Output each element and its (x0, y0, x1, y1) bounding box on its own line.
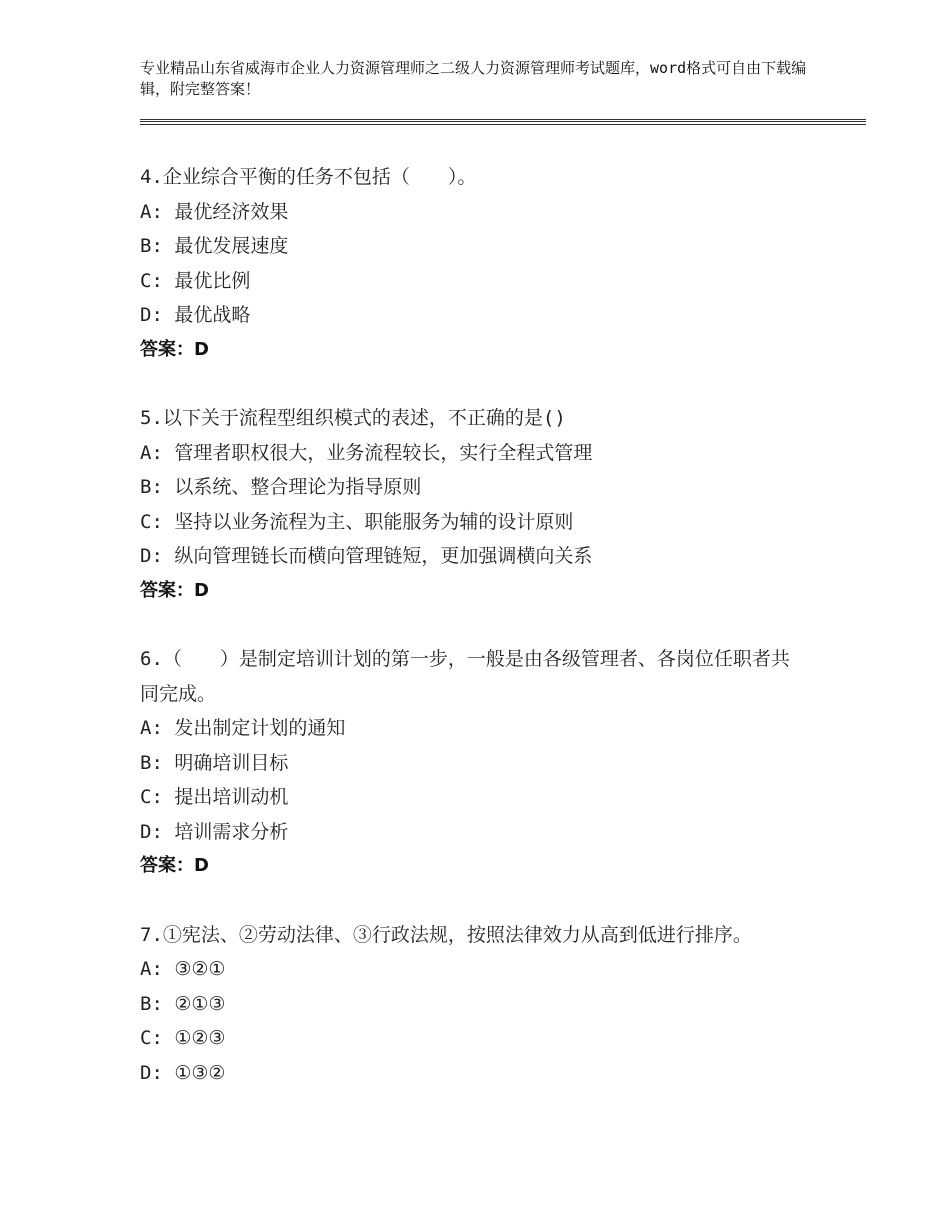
option-d: D: 最优战略 (140, 304, 251, 326)
question-7 (140, 918, 820, 1091)
option-c: C: 坚持以业务流程为主、职能服务为辅的设计原则 (140, 510, 574, 533)
option-a: A: 管理者职权很大，业务流程较长，实行全程式管理 (140, 441, 593, 464)
question-list (140, 160, 820, 1124)
option-a: A: ③②① (140, 958, 226, 980)
question-stem: 7.①宪法、②劳动法律、③行政法规，按照法律效力从高到低进行排序。 (140, 923, 752, 946)
answer-label: 答案：D (140, 855, 209, 876)
option-d: D: 纵向管理链长而横向管理链短，更加强调横向关系 (140, 545, 593, 567)
question-4 (140, 160, 820, 367)
question-stem: 5.以下关于流程型组织模式的表述，不正确的是() (140, 407, 566, 429)
question-5 (140, 401, 820, 608)
option-b: B: 明确培训目标 (140, 751, 289, 774)
header-divider (140, 119, 866, 125)
option-b: B: ②①③ (140, 992, 226, 1015)
question-stem: 6.（ ）是制定培训计划的第一步，一般是由各级管理者、各岗位任职者共同完成。 (140, 648, 790, 705)
document-header (140, 58, 830, 100)
header-text: 专业精品山东省威海市企业人力资源管理师之二级人力资源管理师考试题库，word格式可自由下载编辑，附完整答案！ (140, 59, 807, 98)
option-a: A: 发出制定计划的通知 (140, 717, 346, 739)
option-d: D: 培训需求分析 (140, 820, 289, 843)
answer-label: 答案：D (140, 579, 209, 601)
option-b: B: 最优发展速度 (140, 235, 289, 257)
option-c: C: 提出培训动机 (140, 786, 289, 808)
option-a: A: 最优经济效果 (140, 200, 289, 223)
question-6 (140, 642, 820, 884)
option-c: C: 最优比例 (140, 269, 251, 292)
option-c: C: ①②③ (140, 1027, 226, 1049)
question-stem: 4.企业综合平衡的任务不包括（ ）。 (140, 166, 477, 188)
answer-label: 答案：D (140, 338, 209, 360)
option-b: B: 以系统、整合理论为指导原则 (140, 476, 422, 498)
option-d: D: ①③② (140, 1061, 226, 1084)
